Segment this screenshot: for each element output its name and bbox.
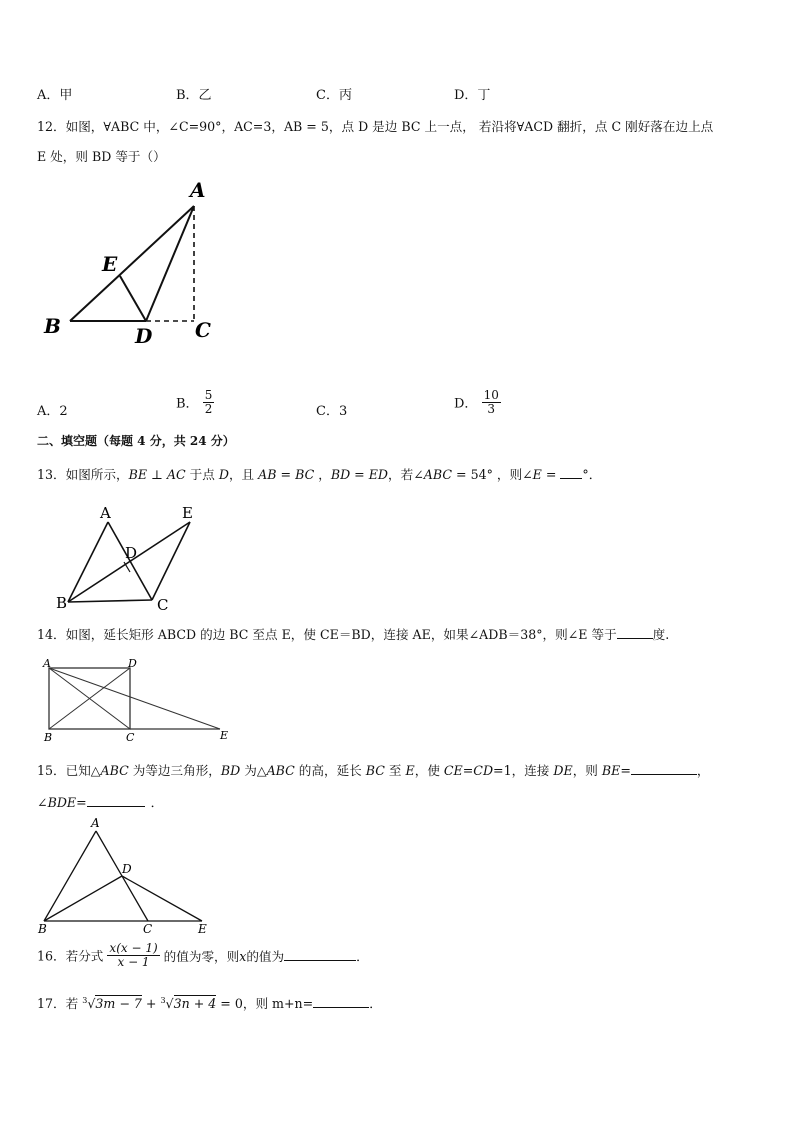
q13-label-b: B xyxy=(56,594,68,612)
q13-abc: ABC xyxy=(423,467,453,482)
q12-option-c: C．3 xyxy=(316,404,348,419)
q12-option-d-den: 3 xyxy=(487,401,496,416)
q14-label-c: C xyxy=(126,731,135,744)
q13-suffix: °． xyxy=(582,467,602,482)
q16-fraction xyxy=(107,942,159,968)
q12-option-b-prefix: B． xyxy=(176,396,199,412)
q16-answer-blank[interactable] xyxy=(284,948,356,961)
q15-abc1: ABC xyxy=(100,763,129,778)
q15-mid3: 的高，延长 xyxy=(294,763,366,778)
q14-text-after: 度. xyxy=(652,627,670,642)
q15-mid6: =1，连接 xyxy=(493,763,554,778)
q15-answer-blank-2[interactable] xyxy=(87,794,145,807)
q14-label-d: D xyxy=(128,657,137,670)
q12-option-d-num: 10 xyxy=(483,388,499,402)
q13-prefix: 13．如图所示， xyxy=(37,467,129,482)
q13-e: E xyxy=(532,467,542,482)
q13-d: D xyxy=(218,467,229,482)
q15-de: DE xyxy=(553,763,573,778)
q15-mid1: 为等边三角形， xyxy=(128,763,221,778)
q12-label-a: A xyxy=(190,178,206,202)
q13-label-d: D xyxy=(125,544,138,562)
q13-mid3: ，若∠ xyxy=(388,467,424,482)
q15-bd: BD xyxy=(220,763,241,778)
q15-label-a: A xyxy=(91,816,100,830)
q17-rad1-index: 3 xyxy=(82,995,88,1005)
q16-suffix: 的值为 xyxy=(246,948,285,964)
q13-eq2: = xyxy=(350,467,369,482)
q11-option-d: D．丁 xyxy=(454,88,491,103)
q15-line2-eq: = xyxy=(76,795,87,810)
q15-bde: BDE xyxy=(47,795,77,810)
q15-abc2: ABC xyxy=(266,763,295,778)
q17-text xyxy=(37,993,382,1012)
q15-answer-blank-1[interactable] xyxy=(631,762,697,775)
q12-option-a: A．2 xyxy=(37,404,68,419)
q12-option-b xyxy=(176,389,214,415)
q13-answer-blank[interactable] xyxy=(560,466,582,479)
q12-figure xyxy=(40,175,230,350)
q16-text xyxy=(37,942,369,968)
q15-mid5: ，使 xyxy=(414,763,444,778)
q13-mid2: ，且 xyxy=(228,467,259,482)
q12-label-d: D xyxy=(135,324,153,348)
q14-text xyxy=(37,624,669,643)
q17-answer-blank[interactable] xyxy=(313,995,369,1008)
q13-ed: ED xyxy=(368,467,389,482)
q12-option-d-prefix: D． xyxy=(454,396,478,412)
q12-label-c: C xyxy=(195,318,211,342)
q15-mid2: 为△ xyxy=(240,763,267,778)
q12-label-b: B xyxy=(44,314,61,338)
q13-be: BE xyxy=(128,467,148,482)
q13-perp: ⊥ xyxy=(147,467,167,482)
q13-figure xyxy=(40,500,210,615)
q15-cecd: CE=CD xyxy=(443,763,494,778)
q17-plus: + xyxy=(141,996,161,1011)
q17-rad1: 3m − 7 xyxy=(95,996,142,1011)
q17-radical-2: $^3$√3n + 4 xyxy=(160,995,217,1011)
q11-option-b: B．乙 xyxy=(176,88,212,103)
q17-rad2-index: 3 xyxy=(160,995,166,1005)
q13-ac: AC xyxy=(166,467,186,482)
section-title: 二、填空题（每题 4 分，共 24 分） xyxy=(37,434,235,448)
q17-mid: ，则 m+n= xyxy=(242,996,314,1011)
q16-end: ． xyxy=(356,948,369,964)
q12-label-e: E xyxy=(102,252,118,276)
q17-radical-1: $^3$√3m − 7 xyxy=(82,995,142,1011)
q15-label-c: C xyxy=(143,922,153,935)
q15-mid4: 至 xyxy=(384,763,406,778)
q15-prefix: 15．已知△ xyxy=(37,763,101,778)
q15-mid7: ，则 xyxy=(572,763,602,778)
q17-rad2: 3n + 4 xyxy=(173,996,217,1011)
q13-comma: ， xyxy=(314,467,331,482)
q15-e: E xyxy=(405,763,415,778)
q16-x: x xyxy=(239,948,247,964)
q11-option-a: A．甲 xyxy=(37,88,73,103)
q16-mid: 的值为零，则 xyxy=(163,948,240,964)
q12-option-b-num: 5 xyxy=(204,388,213,402)
q13-bd: BD xyxy=(330,467,351,482)
q13-eq3: = xyxy=(541,467,561,482)
q16-prefix: 16．若分式 xyxy=(37,948,104,964)
q13-label-c: C xyxy=(157,596,169,614)
q15-label-e: E xyxy=(198,922,207,935)
q15-line1-end: ， xyxy=(696,763,710,778)
q15-text-line2 xyxy=(37,792,163,811)
q13-text xyxy=(37,464,601,483)
q15-text-line1 xyxy=(37,760,710,779)
q15-figure xyxy=(30,815,220,935)
q17-end: ． xyxy=(369,996,382,1011)
q15-label-b: B xyxy=(38,922,47,935)
q15-line2-end: ． xyxy=(150,795,164,810)
q13-mid1: 于点 xyxy=(185,467,219,482)
q15-angle-sign: ∠ xyxy=(37,795,48,810)
q14-answer-blank[interactable] xyxy=(617,626,653,639)
q15-eq: = xyxy=(620,763,631,778)
q15-label-d: D xyxy=(122,862,132,876)
q16-fraction-num: x(x − 1) xyxy=(109,941,158,955)
q16-fraction-den: x − 1 xyxy=(117,954,150,969)
q13-mid4: ，则∠ xyxy=(492,467,533,482)
q17-prefix: 17．若 xyxy=(37,996,79,1011)
q13-bc: BC xyxy=(295,467,315,482)
q17-eq: = 0 xyxy=(216,996,243,1011)
q12-text-line2: E 处，则 BD 等于（） xyxy=(37,149,166,164)
q14-text-before: 14．如图，延长矩形 ABCD 的边 BC 至点 E，使 CE＝BD，连接 AE，如果∠ADB＝38°，则∠E 等于 xyxy=(37,627,617,642)
q15-bc: BC xyxy=(365,763,385,778)
q11-option-c: C．丙 xyxy=(316,88,352,103)
q13-ab: AB xyxy=(258,467,277,482)
q12-option-b-fraction xyxy=(203,389,215,415)
q14-label-a: A xyxy=(43,657,51,670)
q14-label-b: B xyxy=(44,731,53,744)
q13-label-a: A xyxy=(100,504,111,522)
q14-figure xyxy=(40,655,240,745)
q12-option-d-fraction xyxy=(482,389,501,415)
q15-be: BE xyxy=(601,763,621,778)
q12-text-line1: 12．如图，∀ABC 中，∠C=90°，AC=3，AB = 5，点 D 是边 BC 上一点， 若沿将∀ACD 翻折，点 C 刚好落在边上点 xyxy=(37,119,714,134)
q13-eq1: = xyxy=(276,467,296,482)
q13-val: = 54° xyxy=(452,467,493,482)
q12-option-d xyxy=(454,389,501,415)
q14-label-e: E xyxy=(220,729,229,742)
q13-label-e: E xyxy=(182,504,193,522)
q12-option-b-den: 2 xyxy=(204,401,213,416)
